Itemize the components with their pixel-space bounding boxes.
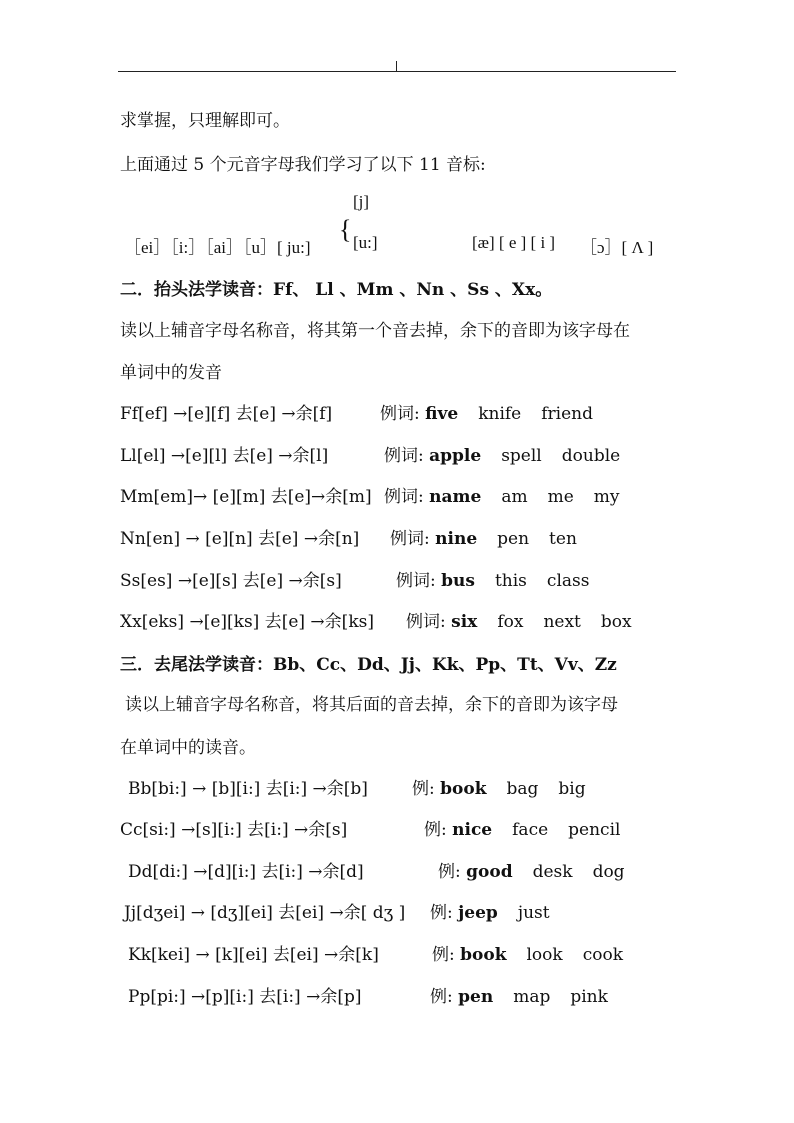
rule-text: Cc[si:] →[s][i:] 去[i:] →余[s] (120, 820, 348, 840)
example-word: am (501, 487, 528, 507)
example-words (384, 441, 620, 466)
example-words (430, 982, 608, 1007)
example-label: 例: (430, 903, 459, 923)
phonetic-group-3: ［ɔ］[ Λ ] (580, 238, 654, 257)
rule-text: Xx[eks] →[e][ks] 去[e] →余[ks] (120, 612, 374, 632)
example-label: 例: (424, 820, 453, 840)
example-word: bag (506, 779, 539, 799)
header-rule (118, 71, 676, 72)
example-word: pen (497, 529, 530, 549)
example-word: my (593, 487, 620, 507)
example-bold-word: name (429, 487, 482, 507)
example-word: look (526, 945, 563, 965)
example-label: 例: (430, 987, 459, 1007)
example-label: 例词: (406, 612, 452, 632)
example-bold-word: five (425, 404, 459, 424)
phonetic-group-2: [æ] [ e ] [ i ] (472, 233, 556, 252)
intro-line-1: 求掌握，只理解即可。 (120, 111, 290, 131)
phonetic-u-long: [u:] (353, 233, 378, 252)
rule-text: Pp[pi:] →[p][i:] 去[i:] →余[p] (128, 987, 362, 1007)
example-word: map (513, 987, 551, 1007)
example-bold-word: apple (429, 446, 482, 466)
example-word: face (512, 820, 549, 840)
section-2-title: 二．抬头法学读音：Ff、 Ll 、Mm 、Nn 、Ss 、Xx。 (120, 280, 553, 300)
example-words (396, 566, 589, 591)
example-words (430, 898, 550, 923)
rule-text: Mm[em]→ [e][m] 去[e]→余[m] (120, 487, 372, 507)
intro-line-2: 上面通过 5 个元音字母我们学习了以下 11 音标: (120, 155, 486, 175)
example-words (406, 607, 632, 632)
section-3-desc-2: 在单词中的读音。 (120, 738, 256, 758)
example-words (380, 399, 593, 424)
example-word: desk (532, 862, 573, 882)
section-3-title: 三．去尾法学读音：Bb、Cc、Dd、Jj、Kk、Pp、Tt、Vv、Zz (120, 655, 617, 675)
brace-symbol: { (339, 215, 352, 244)
example-label: 例词: (396, 571, 442, 591)
example-words (424, 815, 620, 840)
example-label: 例: (438, 862, 467, 882)
example-words (412, 774, 586, 799)
example-word: double (561, 446, 621, 466)
example-word: next (543, 612, 581, 632)
example-word: class (546, 571, 590, 591)
example-bold-word: six (451, 612, 478, 632)
example-bold-word: good (466, 862, 513, 882)
rule-text: Ss[es] →[e][s] 去[e] →余[s] (120, 571, 342, 591)
example-word: this (494, 571, 527, 591)
example-bold-word: jeep (458, 903, 498, 923)
example-label: 例: (432, 945, 461, 965)
section-3-desc-1: 读以上辅音字母名称音，将其后面的音去掉，余下的音即为该字母 (125, 695, 618, 715)
rule-text: Bb[bi:] → [b][i:] 去[i:] →余[b] (128, 779, 368, 799)
example-words (438, 857, 625, 882)
example-word: box (600, 612, 632, 632)
example-bold-word: bus (441, 571, 475, 591)
example-word: just (517, 903, 550, 923)
example-word: cook (582, 945, 623, 965)
example-label: 例词: (390, 529, 436, 549)
rule-text: Nn[en] → [e][n] 去[e] →余[n] (120, 529, 360, 549)
example-bold-word: pen (458, 987, 494, 1007)
example-bold-word: book (440, 779, 487, 799)
example-word: knife (478, 404, 522, 424)
example-label: 例词: (384, 487, 430, 507)
header-tick (396, 61, 397, 71)
example-word: dog (592, 862, 625, 882)
example-bold-word: nice (452, 820, 493, 840)
rule-text: Ff[ef] →[e][f] 去[e] →余[f] (120, 404, 333, 424)
rule-text: Dd[di:] →[d][i:] 去[i:] →余[d] (128, 862, 364, 882)
example-words (384, 482, 620, 507)
example-label: 例词: (384, 446, 430, 466)
section-2-desc-2: 单词中的发音 (120, 363, 222, 383)
phonetic-group-1: ［ei］［i:］［ai］［u］[ ju:] (124, 238, 311, 257)
example-word: pink (570, 987, 608, 1007)
rule-text: Ll[el] →[e][l] 去[e] →余[l] (120, 446, 329, 466)
example-label: 例: (412, 779, 441, 799)
rule-text: Jj[dʒei] → [dʒ][ei] 去[ei] →余[ dʒ ] (124, 903, 406, 923)
example-word: fox (497, 612, 524, 632)
example-word: me (547, 487, 574, 507)
example-bold-word: book (460, 945, 507, 965)
example-word: spell (501, 446, 542, 466)
example-words (432, 940, 623, 965)
example-label: 例词: (380, 404, 426, 424)
example-bold-word: nine (435, 529, 478, 549)
example-word: friend (541, 404, 593, 424)
rule-text: Kk[kei] → [k][ei] 去[ei] →余[k] (128, 945, 379, 965)
example-words (390, 524, 577, 549)
example-word: ten (549, 529, 577, 549)
section-2-desc-1: 读以上辅音字母名称音，将其第一个音去掉，余下的音即为该字母在 (120, 321, 630, 341)
example-word: big (558, 779, 586, 799)
example-word: pencil (568, 820, 621, 840)
phonetic-j: [j] (353, 192, 370, 211)
